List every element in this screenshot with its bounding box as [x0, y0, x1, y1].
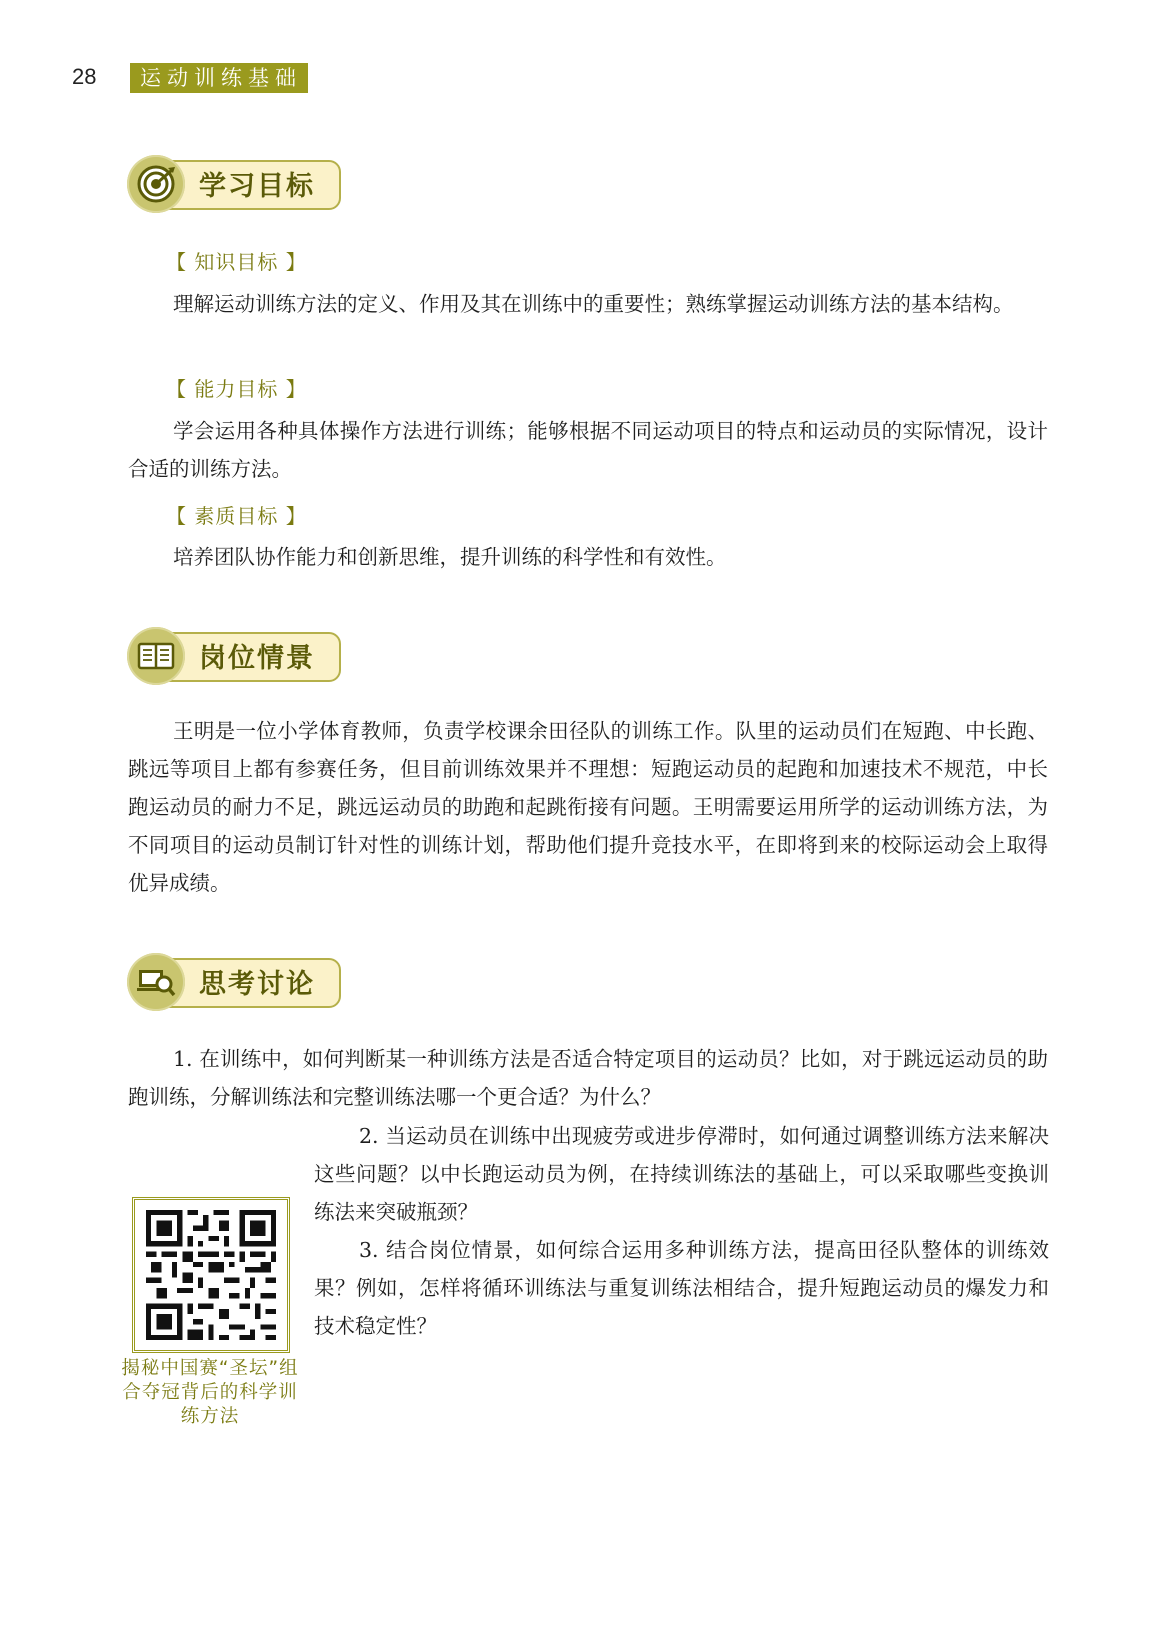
section-title: 学习目标: [199, 171, 315, 202]
objectives-banner: [127, 155, 342, 213]
section-title: 岗位情景: [199, 643, 315, 674]
qr-caption: 揭秘中国赛“圣坛”组合夺冠背后的科学训练方法: [121, 1358, 299, 1427]
book-title: 运动训练基础: [130, 63, 308, 93]
scenario-text: 王明是一位小学体育教师，负责学校课余田径队的训练工作。队里的运动员们在短跑、中长跑、跳远等项目上都有参赛任务，但目前训练效果并不理想：短跑运动员的起跑和加速技术不规范，中长跑运动员的耐力不足，跳远运动员的助跑和起跳衔接有问题。王明需要运用所学的运动训练方法，为不同项目的运动员制订针对性的训练计划，帮助他们提升竞技水平，在即将到来的校际运动会上取得优异成绩。: [128, 719, 1048, 895]
page-number: 28: [72, 64, 97, 89]
section-title: 思考讨论: [199, 969, 315, 1000]
quality-goal-label: 【 素质目标 】: [166, 504, 307, 528]
laptop-search-icon: [127, 953, 185, 1011]
scenario-banner: [127, 627, 342, 685]
ability-goal-text: 学会运用各种具体操作方法进行训练；能够根据不同运动项目的特点和运动员的实际情况，设计合适的训练方法。: [128, 419, 1048, 481]
qr-code: [145, 1210, 277, 1340]
discussion-banner: [127, 953, 342, 1011]
qr-code-frame: [132, 1197, 290, 1353]
open-book-icon: [127, 627, 185, 685]
discussion-question-3: 3. 结合岗位情景，如何综合运用多种训练方法，提高田径队整体的训练效果？例如，怎样将循环训练法与重复训练法相结合，提升短跑运动员的爆发力和技术稳定性？: [314, 1238, 1049, 1338]
knowledge-goal-text: 理解运动训练方法的定义、作用及其在训练中的重要性；熟练掌握运动训练方法的基本结构。: [173, 292, 1014, 316]
target-icon: [127, 155, 185, 213]
quality-goal-text: 培养团队协作能力和创新思维，提升训练的科学性和有效性。: [173, 545, 727, 569]
discussion-question-2: 2. 当运动员在训练中出现疲劳或进步停滞时，如何通过调整训练方法来解决这些问题？以中长跑运动员为例，在持续训练法的基础上，可以采取哪些变换训练法来突破瓶颈？: [314, 1124, 1049, 1224]
knowledge-goal-label: 【 知识目标 】: [166, 250, 307, 274]
ability-goal-label: 【 能力目标 】: [166, 377, 307, 401]
discussion-question-1: 1. 在训练中，如何判断某一种训练方法是否适合特定项目的运动员？比如，对于跳远运动员的助跑训练，分解训练法和完整训练法哪一个更合适？为什么？: [128, 1047, 1048, 1109]
